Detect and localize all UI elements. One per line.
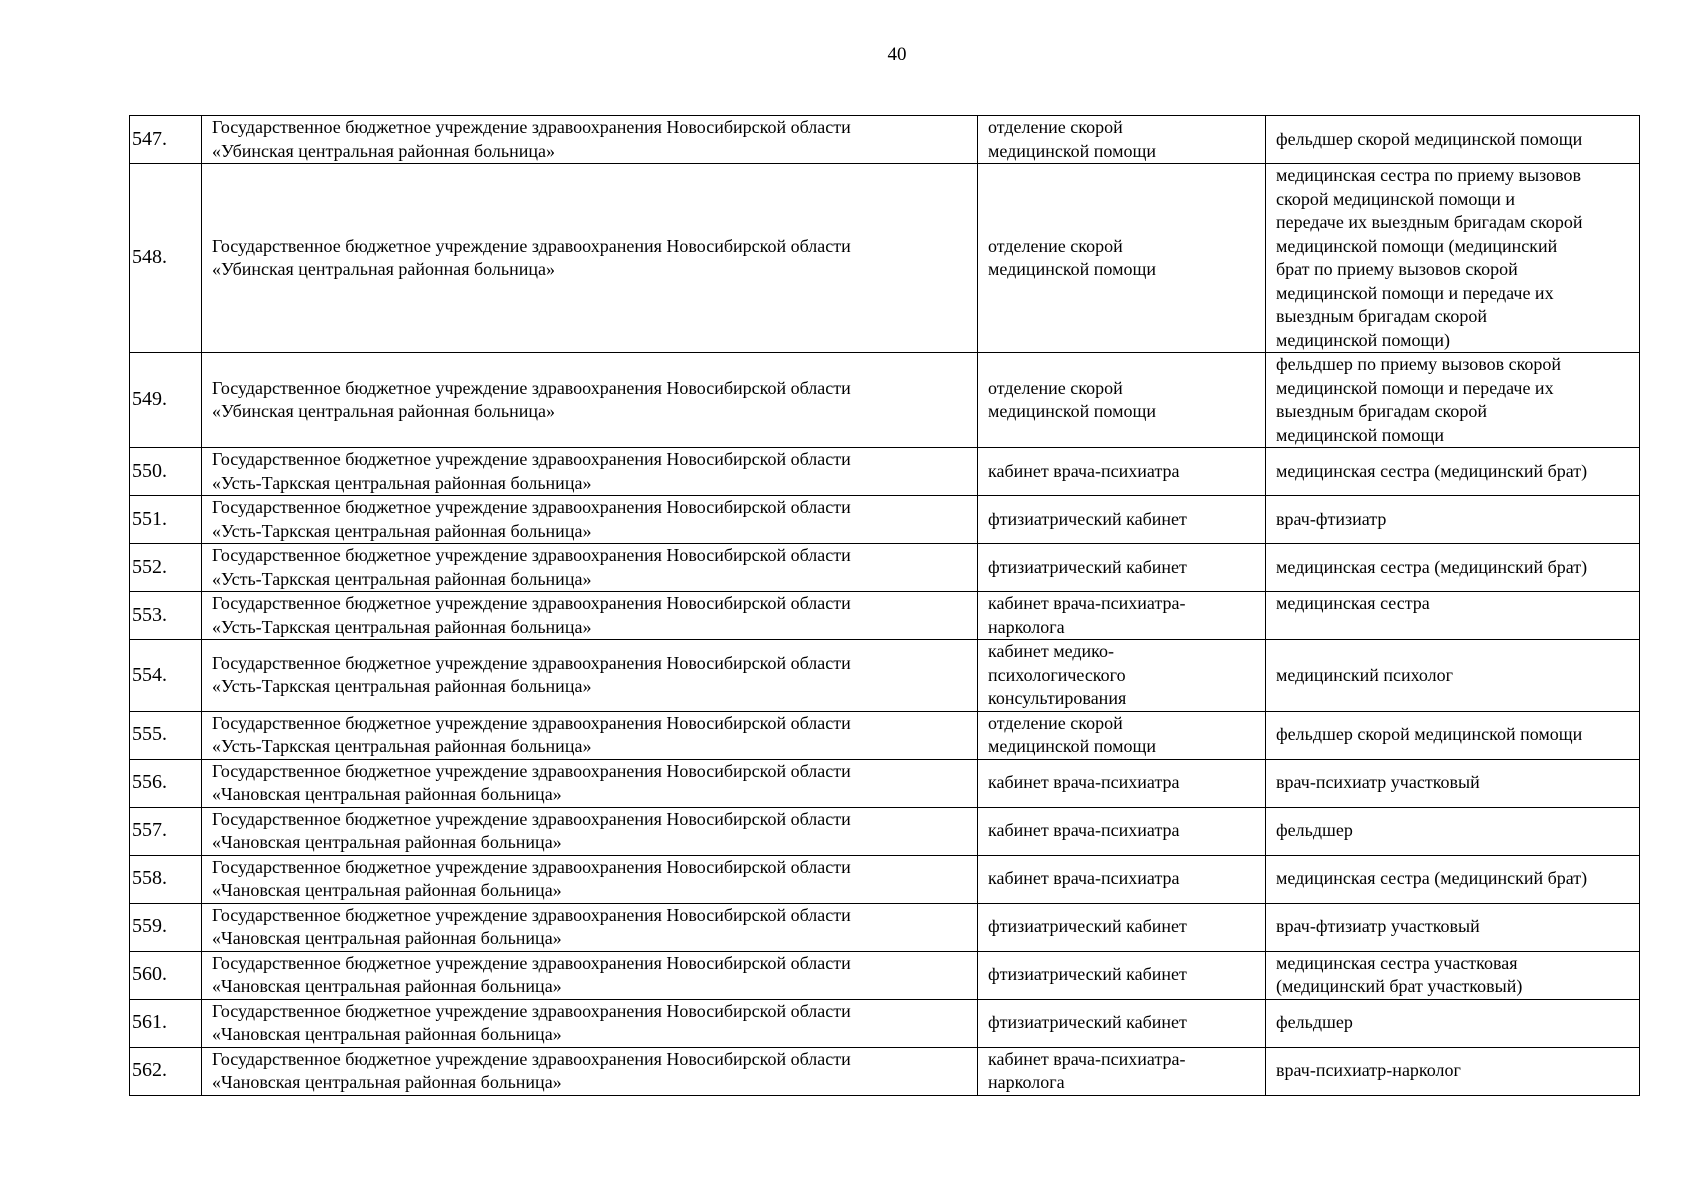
position-cell-line: медицинской помощи) — [1276, 329, 1450, 350]
table-row — [130, 448, 1640, 496]
department-cell — [978, 711, 1266, 759]
department-cell-line: фтизиатрический кабинет — [988, 916, 1187, 937]
position-cell-line: фельдшер по приему вызовов скорой — [1276, 354, 1562, 374]
department-cell-line: медицинской помощи — [988, 401, 1156, 421]
page-number: 40 — [887, 44, 907, 65]
organization-cell-line: Государственное бюджетное учреждение здравоохранения Новосибирской области — [212, 712, 851, 733]
position-cell-line: (медицинский брат участковый) — [1276, 976, 1523, 996]
organization-cell-line: Государственное бюджетное учреждение здравоохранения Новосибирской области — [212, 593, 851, 613]
organization-cell — [202, 999, 978, 1047]
position-cell-line: медицинская сестра — [1276, 593, 1430, 613]
department-cell — [978, 999, 1266, 1047]
row-number: 554. — [130, 640, 202, 712]
department-cell-line: кабинет врача-психиатра- — [988, 593, 1186, 613]
organization-cell-line: Государственное бюджетное учреждение здравоохранения Новосибирской области — [212, 1048, 851, 1069]
organization-cell — [202, 544, 978, 592]
row-number: 556. — [130, 759, 202, 807]
organization-cell — [202, 448, 978, 496]
row-number: 548. — [130, 164, 202, 353]
department-cell — [978, 164, 1266, 353]
organization-cell — [202, 711, 978, 759]
organization-cell-line: «Чановская центральная районная больница» — [212, 1024, 562, 1044]
organization-cell-line: «Чановская центральная районная больница» — [212, 880, 562, 900]
position-cell-line: медицинская сестра (медицинский брат) — [1276, 556, 1588, 577]
position-cell — [1266, 855, 1640, 903]
organization-cell-line: Государственное бюджетное учреждение здравоохранения Новосибирской области — [212, 545, 851, 565]
position-cell — [1266, 353, 1640, 448]
organization-cell-line: «Усть-Таркская центральная районная больница» — [212, 520, 592, 541]
position-cell-line: медицинской помощи — [1276, 424, 1444, 445]
row-number: 558. — [130, 855, 202, 903]
organization-cell-line: Государственное бюджетное учреждение здравоохранения Новосибирской области — [212, 760, 851, 781]
row-number: 552. — [130, 544, 202, 592]
organization-cell-line: «Чановская центральная районная больница» — [212, 928, 562, 948]
organization-cell — [202, 759, 978, 807]
department-cell-line: медицинской помощи — [988, 259, 1156, 279]
organization-cell-line: «Убинская центральная районная больница» — [212, 401, 556, 421]
row-number: 553. — [130, 592, 202, 640]
organization-cell — [202, 496, 978, 544]
department-cell-line: кабинет врача-психиатра — [988, 460, 1180, 481]
position-cell-line: фельдшер — [1276, 1012, 1353, 1033]
organization-cell-line: Государственное бюджетное учреждение здравоохранения Новосибирской области — [212, 904, 851, 925]
department-cell-line: кабинет медико- — [988, 641, 1114, 661]
position-cell-line: врач-психиатр-нарколог — [1276, 1060, 1461, 1081]
table-row — [130, 807, 1640, 855]
department-cell-line: консультирования — [988, 688, 1127, 708]
organization-cell — [202, 951, 978, 999]
organization-cell-line: Государственное бюджетное учреждение здравоохранения Новосибирской области — [212, 652, 851, 673]
organization-cell-line: Государственное бюджетное учреждение здравоохранения Новосибирской области — [212, 235, 851, 256]
organization-cell-line: «Чановская центральная районная больница» — [212, 976, 562, 996]
department-cell-line: кабинет врача-психиатра- — [988, 1048, 1186, 1069]
organization-cell-line: «Усть-Таркская центральная районная больница» — [212, 568, 592, 589]
department-cell-line: отделение скорой — [988, 712, 1123, 733]
table-row — [130, 592, 1640, 640]
table-row — [130, 999, 1640, 1047]
department-cell — [978, 759, 1266, 807]
organization-cell-line: «Убинская центральная районная больница» — [212, 140, 556, 161]
organization-cell-line: «Усть-Таркская центральная районная больница» — [212, 736, 592, 756]
department-cell — [978, 855, 1266, 903]
position-cell-line: врач-фтизиатр участковый — [1276, 916, 1480, 937]
row-number: 551. — [130, 496, 202, 544]
organization-cell-line: Государственное бюджетное учреждение здравоохранения Новосибирской области — [212, 856, 851, 877]
department-cell — [978, 807, 1266, 855]
table-row — [130, 353, 1640, 448]
organization-cell-line: Государственное бюджетное учреждение здравоохранения Новосибирской области — [212, 449, 851, 469]
row-number: 555. — [130, 711, 202, 759]
organization-cell-line: «Чановская центральная районная больница» — [212, 784, 562, 804]
department-cell — [978, 544, 1266, 592]
table-row — [130, 496, 1640, 544]
organization-cell-line: Государственное бюджетное учреждение здравоохранения Новосибирской области — [212, 808, 851, 829]
position-cell-line: медицинский психолог — [1276, 664, 1454, 685]
organization-cell — [202, 164, 978, 353]
department-cell-line: кабинет врача-психиатра — [988, 772, 1180, 793]
table-row — [130, 1047, 1640, 1095]
position-cell-line: медицинская сестра участковая — [1276, 952, 1518, 973]
position-cell-line: скорой медицинской помощи и — [1276, 188, 1516, 209]
position-cell — [1266, 496, 1640, 544]
department-cell — [978, 592, 1266, 640]
row-number: 549. — [130, 353, 202, 448]
position-cell — [1266, 759, 1640, 807]
row-number: 559. — [130, 903, 202, 951]
organization-cell-line: «Усть-Таркская центральная районная больница» — [212, 472, 592, 493]
position-cell — [1266, 640, 1640, 712]
organization-cell-line: «Усть-Таркская центральная районная больница» — [212, 616, 592, 637]
organization-cell — [202, 592, 978, 640]
table-row — [130, 711, 1640, 759]
position-cell — [1266, 164, 1640, 353]
department-cell-line: отделение скорой — [988, 377, 1123, 398]
table-row — [130, 759, 1640, 807]
department-cell-line: фтизиатрический кабинет — [988, 1012, 1187, 1033]
table-row — [130, 544, 1640, 592]
department-cell-line: фтизиатрический кабинет — [988, 556, 1187, 577]
department-cell-line: фтизиатрический кабинет — [988, 964, 1187, 985]
department-cell-line: медицинской помощи — [988, 140, 1156, 161]
department-cell-line: психологического — [988, 664, 1126, 685]
position-cell — [1266, 903, 1640, 951]
position-cell — [1266, 1047, 1640, 1095]
organization-cell — [202, 640, 978, 712]
position-cell-line: медицинской помощи и передаче их — [1276, 282, 1554, 303]
table-row — [130, 640, 1640, 712]
table-row — [130, 951, 1640, 999]
organization-cell — [202, 353, 978, 448]
organization-cell-line: «Чановская центральная районная больница» — [212, 832, 562, 852]
position-cell — [1266, 711, 1640, 759]
department-cell-line: отделение скорой — [988, 235, 1123, 256]
table-body — [130, 116, 1640, 1096]
row-number: 547. — [130, 116, 202, 164]
row-number: 562. — [130, 1047, 202, 1095]
position-cell — [1266, 544, 1640, 592]
position-cell-line: брат по приему вызовов скорой — [1276, 259, 1518, 279]
organization-cell-line: «Убинская центральная районная больница» — [212, 259, 556, 279]
organization-cell-line: «Усть-Таркская центральная районная больница» — [212, 676, 592, 697]
organization-cell — [202, 116, 978, 164]
position-cell-line: выездным бригадам скорой — [1276, 401, 1488, 421]
position-cell — [1266, 592, 1640, 640]
department-cell-line: фтизиатрический кабинет — [988, 508, 1187, 529]
organization-cell — [202, 903, 978, 951]
position-cell-line: фельдшер — [1276, 820, 1353, 841]
position-cell-line: фельдшер скорой медицинской помощи — [1276, 128, 1583, 149]
position-cell-line: медицинской помощи и передаче их — [1276, 377, 1554, 398]
institutions-table — [129, 115, 1640, 1096]
position-cell-line: врач-фтизиатр — [1276, 508, 1387, 529]
organization-cell — [202, 1047, 978, 1095]
organization-cell-line: Государственное бюджетное учреждение здравоохранения Новосибирской области — [212, 377, 851, 398]
department-cell — [978, 640, 1266, 712]
table-row — [130, 164, 1640, 353]
organization-cell-line: Государственное бюджетное учреждение здравоохранения Новосибирской области — [212, 952, 851, 973]
position-cell-line: врач-психиатр участковый — [1276, 772, 1480, 793]
position-cell-line: медицинская сестра (медицинский брат) — [1276, 460, 1588, 481]
row-number: 550. — [130, 448, 202, 496]
position-cell — [1266, 448, 1640, 496]
department-cell-line: отделение скорой — [988, 117, 1123, 137]
position-cell-line: передаче их выездным бригадам скорой — [1276, 212, 1583, 232]
department-cell-line: нарколога — [988, 616, 1065, 637]
position-cell-line: выездным бригадам скорой — [1276, 306, 1488, 326]
position-cell — [1266, 999, 1640, 1047]
position-cell-line: медицинской помощи (медицинский — [1276, 235, 1558, 256]
row-number: 561. — [130, 999, 202, 1047]
department-cell — [978, 116, 1266, 164]
department-cell-line: нарколога — [988, 1072, 1065, 1092]
department-cell — [978, 903, 1266, 951]
organization-cell-line: Государственное бюджетное учреждение здравоохранения Новосибирской области — [212, 117, 851, 137]
organization-cell-line: Государственное бюджетное учреждение здравоохранения Новосибирской области — [212, 497, 851, 517]
department-cell-line: кабинет врача-психиатра — [988, 820, 1180, 841]
position-cell-line: медицинская сестра по приему вызовов — [1276, 165, 1582, 185]
table-row — [130, 116, 1640, 164]
position-cell — [1266, 951, 1640, 999]
department-cell — [978, 353, 1266, 448]
organization-cell — [202, 855, 978, 903]
organization-cell-line: «Чановская центральная районная больница» — [212, 1072, 562, 1092]
organization-cell-line: Государственное бюджетное учреждение здравоохранения Новосибирской области — [212, 1000, 851, 1021]
department-cell-line: медицинской помощи — [988, 736, 1156, 756]
position-cell — [1266, 116, 1640, 164]
table-row — [130, 903, 1640, 951]
row-number: 560. — [130, 951, 202, 999]
department-cell — [978, 448, 1266, 496]
position-cell-line: фельдшер скорой медицинской помощи — [1276, 724, 1583, 745]
department-cell — [978, 496, 1266, 544]
department-cell-line: кабинет врача-психиатра — [988, 868, 1180, 889]
position-cell — [1266, 807, 1640, 855]
table-row — [130, 855, 1640, 903]
department-cell — [978, 951, 1266, 999]
row-number: 557. — [130, 807, 202, 855]
department-cell — [978, 1047, 1266, 1095]
organization-cell — [202, 807, 978, 855]
position-cell-line: медицинская сестра (медицинский брат) — [1276, 868, 1588, 889]
